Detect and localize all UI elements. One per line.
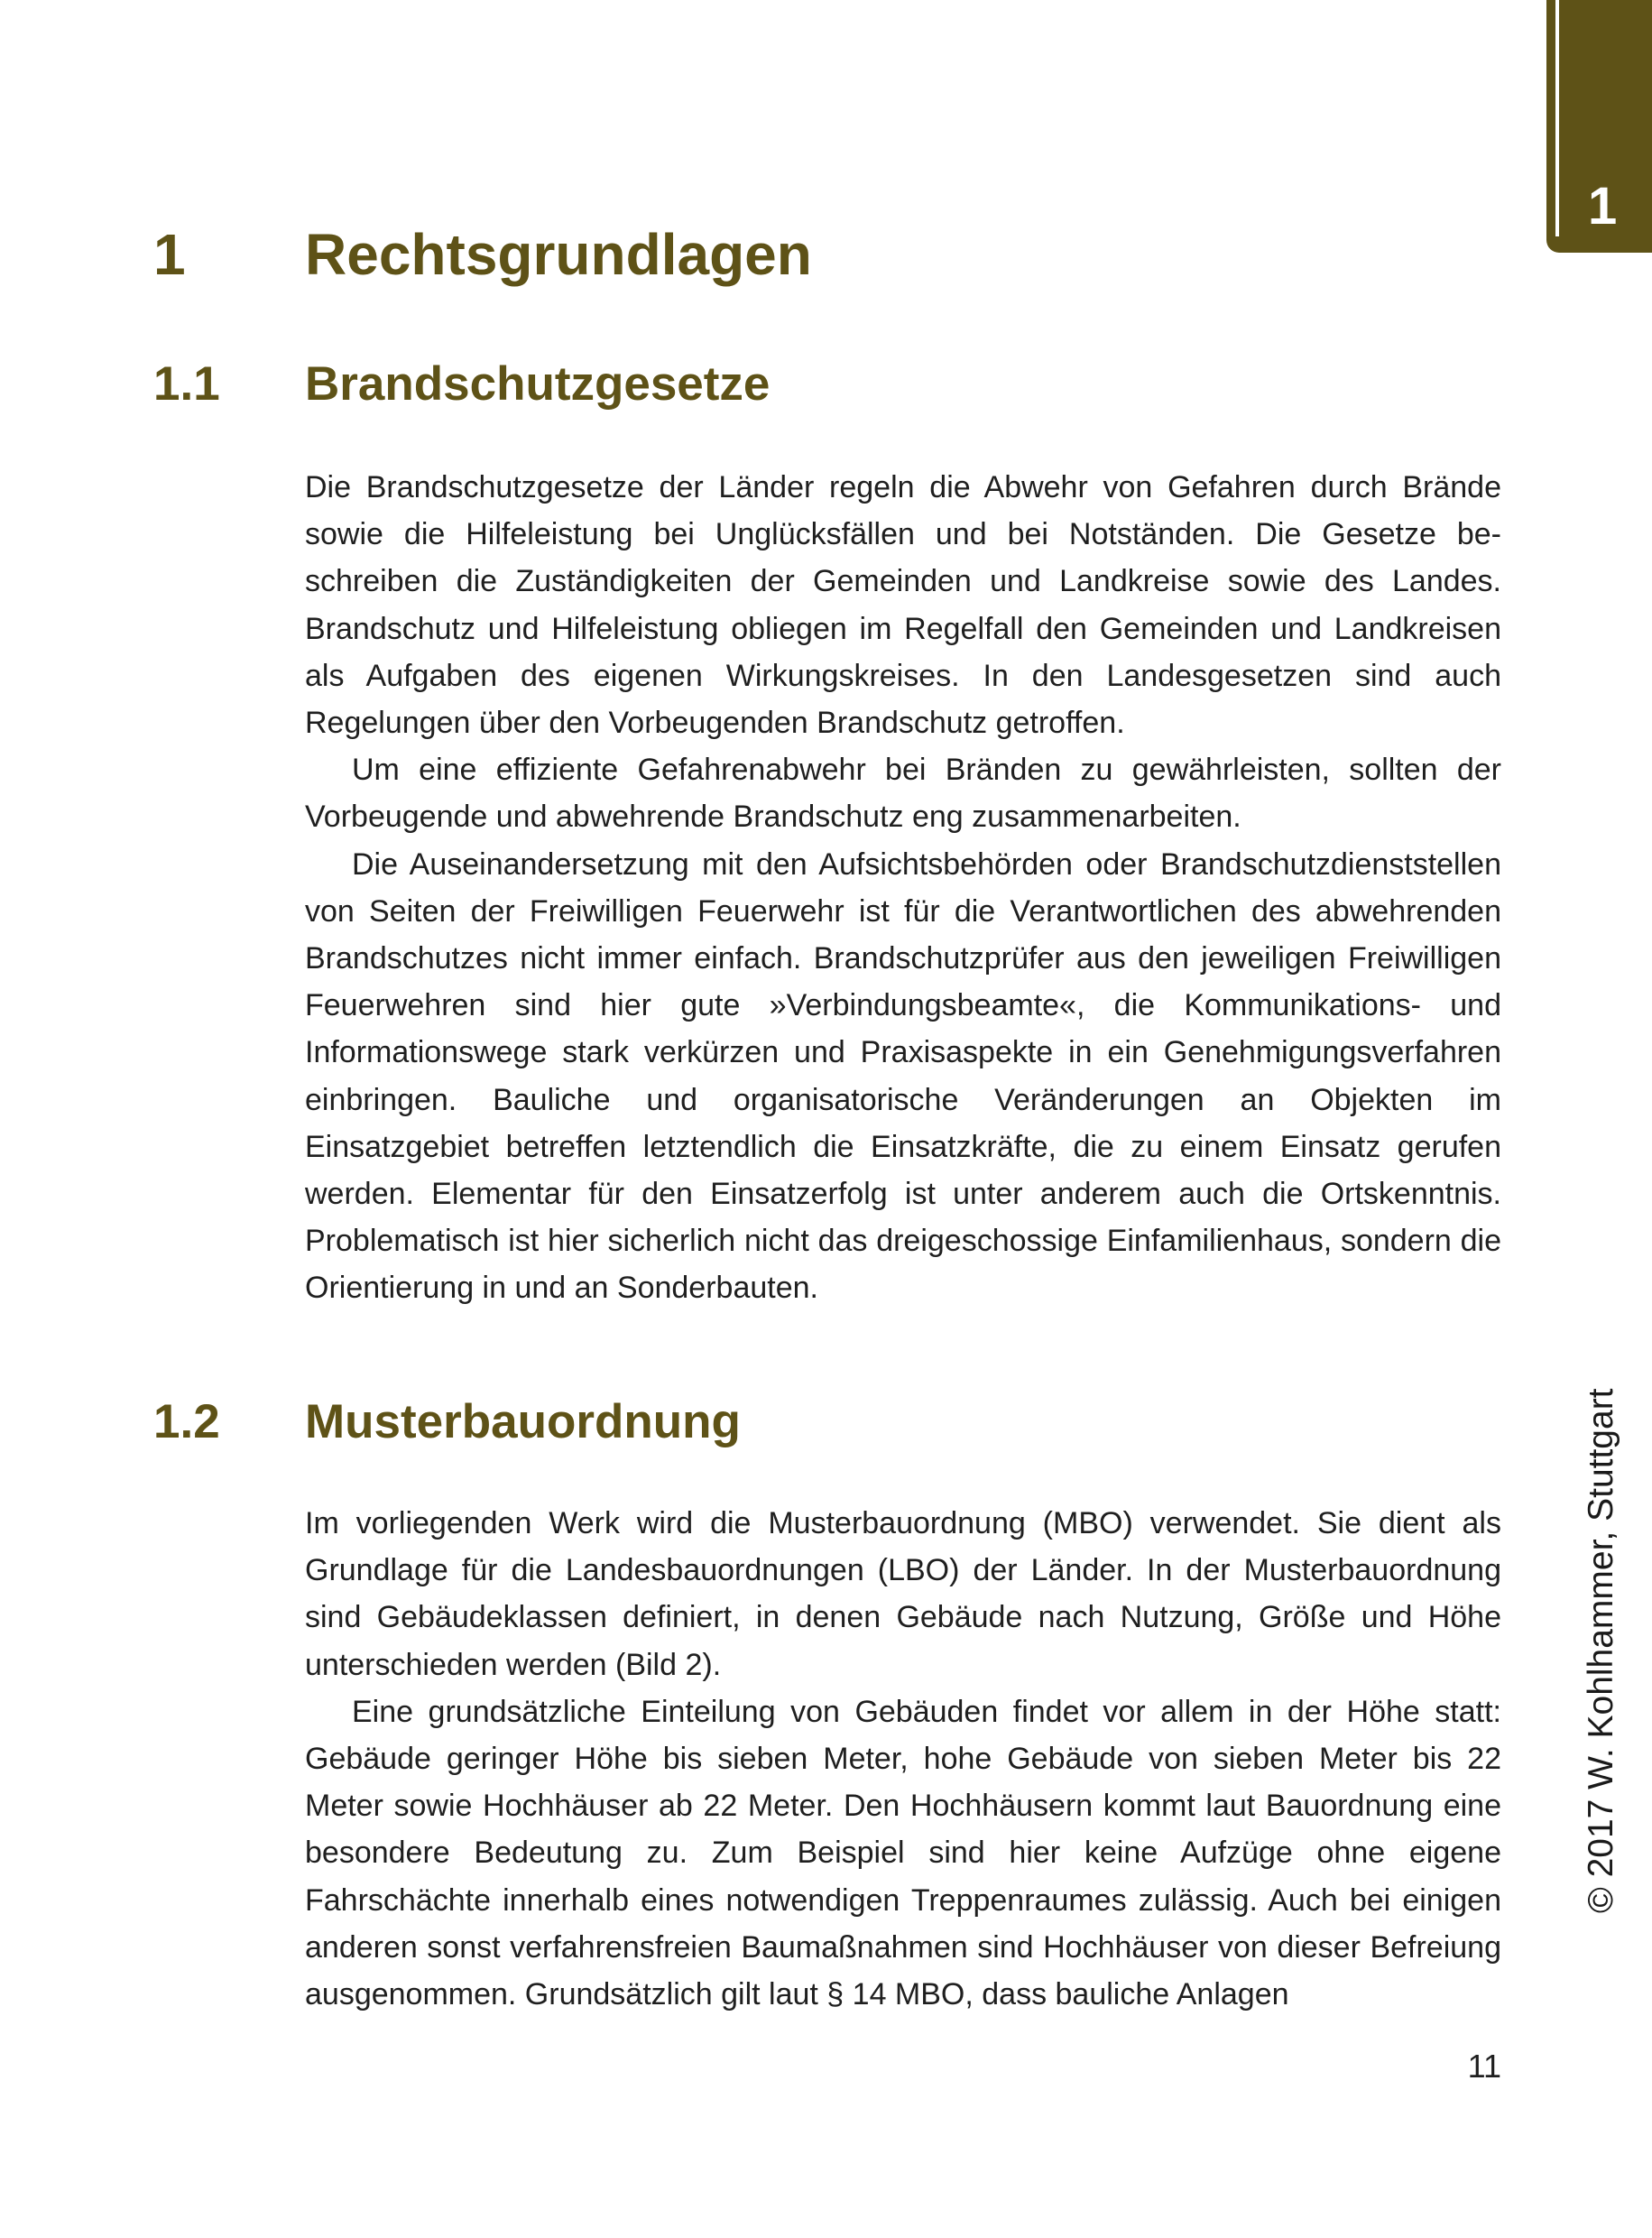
thumb-tab-number: 1	[1588, 177, 1618, 236]
chapter-heading	[153, 220, 1236, 289]
copyright-notice: © 2017 W. Kohlhammer, Stuttgart	[1582, 1388, 1620, 1913]
chapter-number: 1	[153, 222, 186, 287]
paragraph: Die Brandschutzgesetze der Länder regeln die Abwehr von Gefahren durch Brände sowie die Hilfeleistung bei Unglücksfällen und bei Notständen. Die Gesetze beschreiben die Zuständigkeiten der Gemeinden und Landkreise sowie des Landes. Brandschutz und Hilfeleistung obliegen im Regelfall den Gemeinden und Landkreisen als Aufgaben des eigenen Wirkungskreises. In den Landesgesetzen sind auch Regelungen über den Vorbeugenden Brandschutz getroffen.	[305, 470, 1501, 741]
section-body-1-1	[305, 464, 1501, 1312]
section-number: 1.1	[153, 357, 220, 411]
thumb-tab-divider	[1555, 0, 1559, 236]
paragraph: Die Auseinandersetzung mit den Aufsichtsbehörden oder Brandschutzdienststellen von Seiten der Freiwilligen Feuerwehr ist für die Verantwortlichen des abwehrenden Brandschutzes nicht immer einfach. Brandschutzprüfer aus den jeweiligen Freiwilligen Feuerwehren sind hier gute »Verbindungsbeamte«, die Kommunikations- und Informationswege stark verkürzen und Praxisaspekte in ein Genehmigungsverfahren einbringen. Bauliche und organisatorische Veränderungen an Objekten im Einsatzgebiet betreffen letztendlich die Einsatzkräfte, die zu einem Einsatz gerufen werden. Elementar für den Einsatzerfolg ist unter anderem auch die Ortskenntnis. Problematisch ist hier sicherlich nicht das dreigeschossige Einfamilienhaus, sondern die Orientierung in und an Sonderbauten.	[305, 846, 1501, 1306]
chapter-thumb-tab	[1546, 0, 1652, 253]
section-title: Musterbauordnung	[305, 1395, 741, 1448]
paragraph: Um eine effiziente Gefahrenabwehr bei Bränden zu gewährleisten, sollten der Vorbeugende und abwehrende Brandschutz eng zusammenarbeiten.	[305, 753, 1501, 835]
section-body-1-2	[305, 1500, 1501, 2018]
section-heading-1-1	[153, 356, 1236, 413]
chapter-title: Rechtsgrundlagen	[305, 222, 812, 287]
section-title: Brandschutzgesetze	[305, 357, 771, 411]
section-number: 1.2	[153, 1395, 220, 1448]
section-heading-1-2	[153, 1393, 1236, 1451]
paragraph: Eine grundsätzliche Einteilung von Gebäuden findet vor allem in der Höhe statt: Gebäude geringer Höhe bis sieben Meter, hohe Gebäude von sieben Meter bis 22 Meter sowie Hochhäuser ab 22 Meter. Den Hochhäusern kommt laut Bauordnung eine besondere Bedeutung zu. Zum Beispiel sind hier keine Aufzüge ohne eigene Fahrschächte innerhalb eines notwendigen Treppenraumes zulässig. Auch bei einigen anderen sonst verfahrensfreien Baumaßnahmen sind Hochhäuser von dieser Befreiung ausgenommen. Grundsätzlich gilt laut § 14 MBO, dass bauliche Anlagen	[305, 1694, 1501, 2012]
page-number: 11	[1467, 2048, 1501, 2085]
paragraph: Im vorliegenden Werk wird die Musterbauordnung (MBO) verwendet. Sie dient als Grundlage für die Landesbauordnungen (LBO) der Länder. In der Musterbauordnung sind Gebäudeklassen definiert, in denen Gebäude nach Nutzung, Größe und Höhe unterschieden werden (Bild 2).	[305, 1506, 1501, 1682]
